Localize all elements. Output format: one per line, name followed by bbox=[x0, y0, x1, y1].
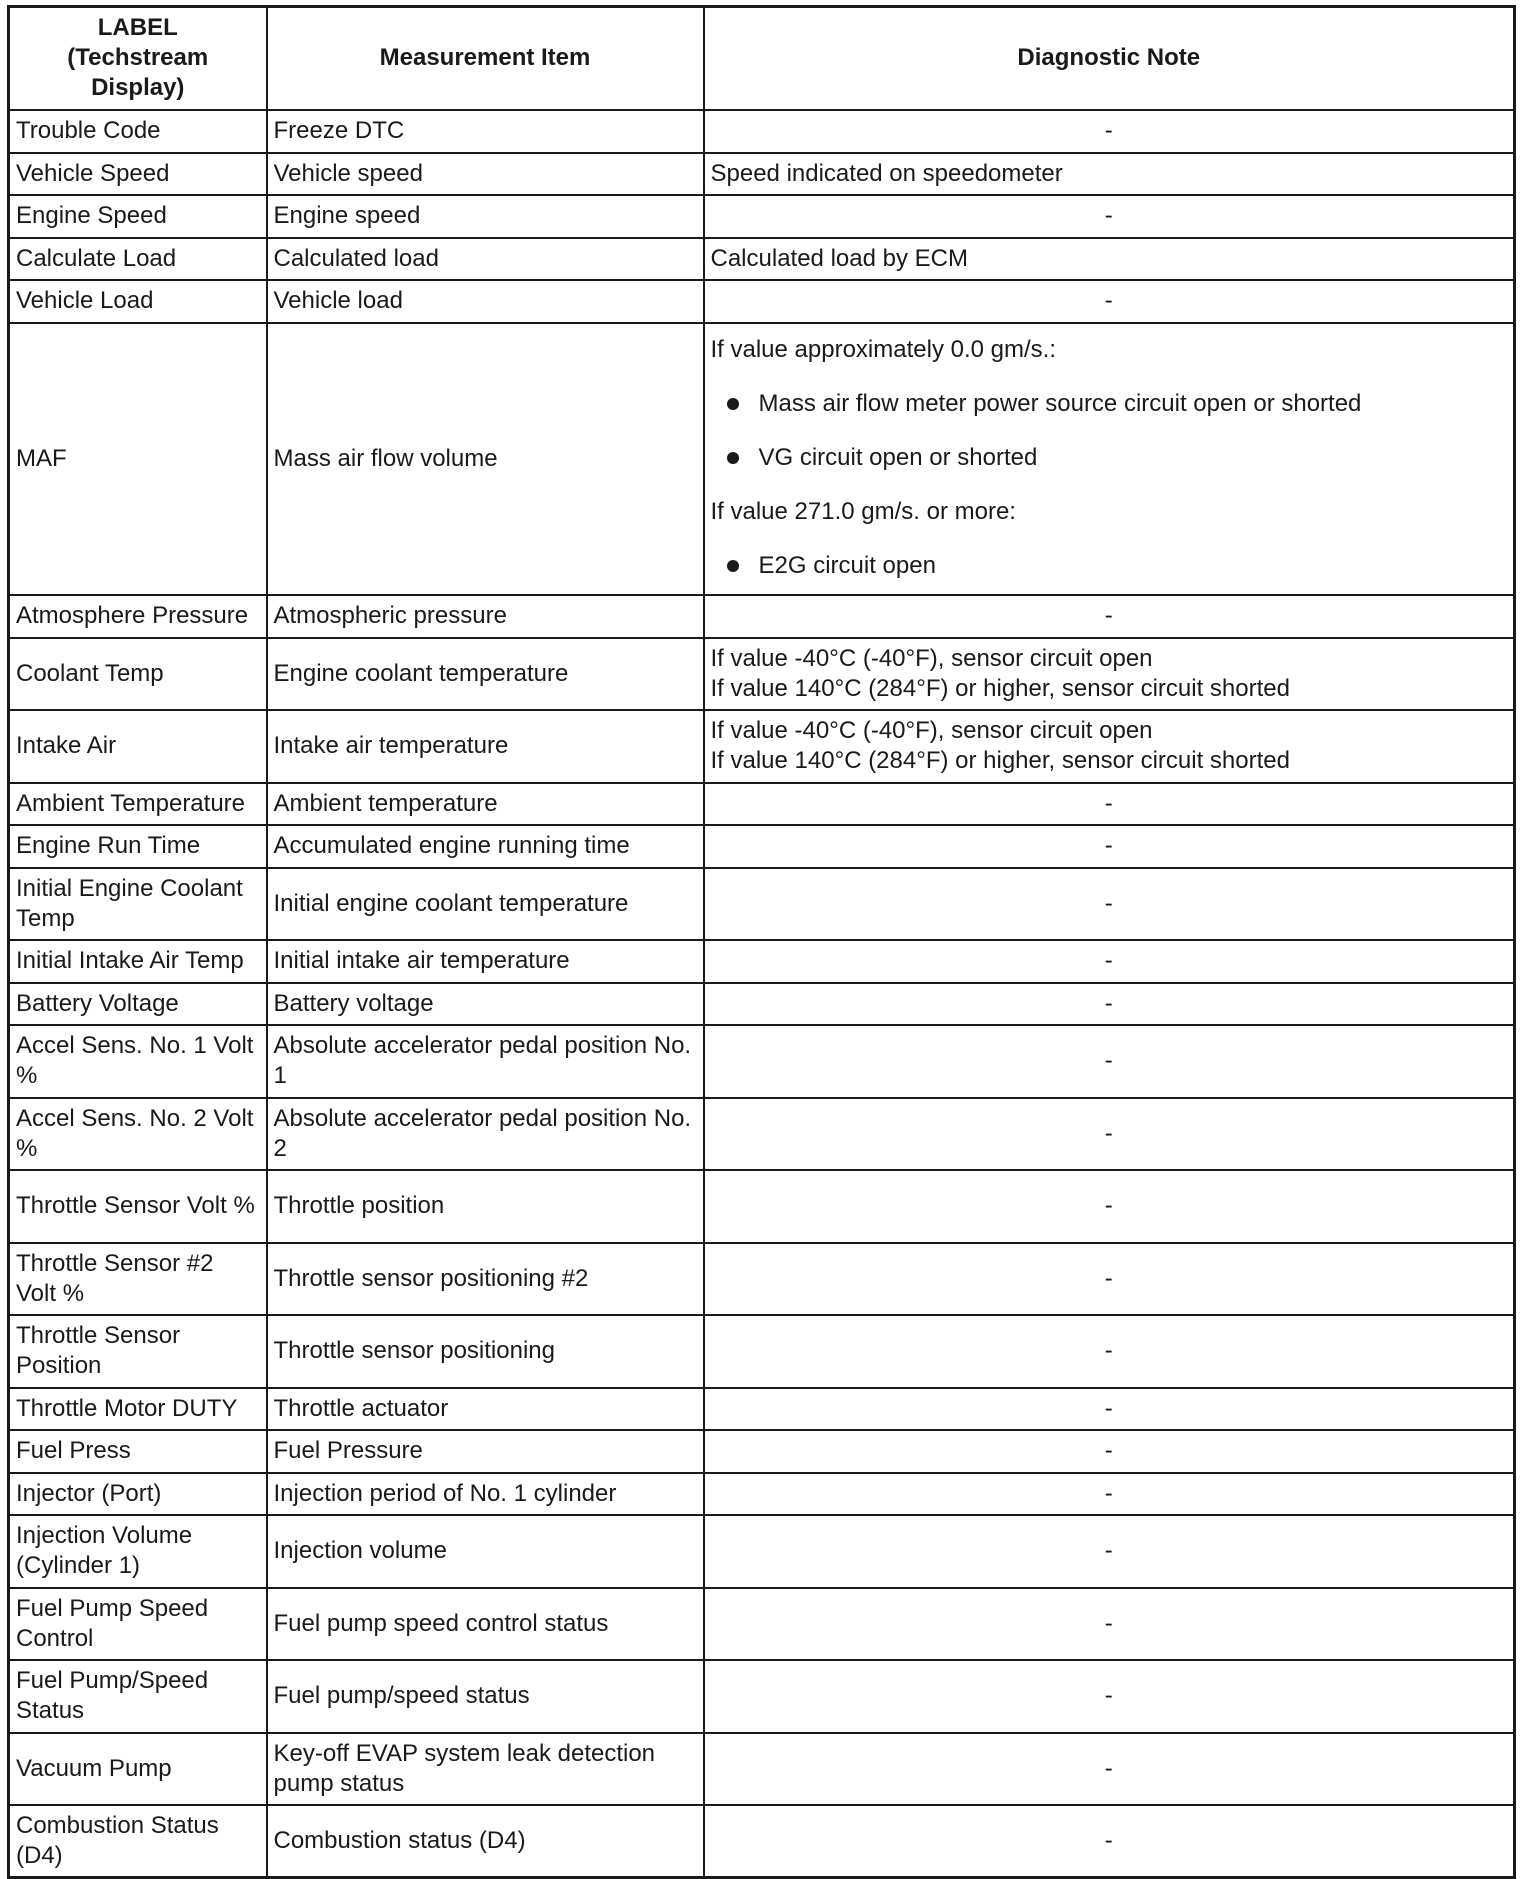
table-row bbox=[9, 868, 1515, 940]
cell-diagnostic-note: If value -40°C (-40°F), sensor circuit open If value 140°C (284°F) or higher, sensor circuit shorted bbox=[704, 638, 1515, 710]
cell-label: Fuel Press bbox=[9, 1430, 267, 1473]
cell-diagnostic-note: - bbox=[704, 1473, 1515, 1515]
cell-measurement-item: Battery voltage bbox=[267, 983, 704, 1025]
cell-measurement-item: Throttle position bbox=[267, 1170, 704, 1243]
cell-diagnostic-note: - bbox=[704, 1098, 1515, 1170]
cell-diagnostic-note: - bbox=[704, 825, 1515, 868]
cell-diagnostic-note: - bbox=[704, 1025, 1515, 1098]
cell-diagnostic-note: - bbox=[704, 1430, 1515, 1473]
cell-label: Vehicle Load bbox=[9, 280, 267, 323]
header-measurement-item: Measurement Item bbox=[267, 7, 704, 110]
maf-note-bullet bbox=[727, 551, 1508, 581]
table-row bbox=[9, 1805, 1515, 1878]
table-row bbox=[9, 825, 1515, 868]
table-row bbox=[9, 1315, 1515, 1388]
table-row bbox=[9, 1098, 1515, 1170]
table-row bbox=[9, 1243, 1515, 1315]
cell-measurement-item: Mass air flow volume bbox=[267, 323, 704, 595]
cell-diagnostic-note: - bbox=[704, 195, 1515, 238]
cell-diagnostic-note: - bbox=[704, 1243, 1515, 1315]
cell-label: Engine Run Time bbox=[9, 825, 267, 868]
table-row bbox=[9, 595, 1515, 638]
maf-note-bullet-text: VG circuit open or shorted bbox=[758, 443, 1038, 471]
cell-diagnostic-note: - bbox=[704, 1660, 1515, 1733]
table-row bbox=[9, 940, 1515, 983]
table-row bbox=[9, 783, 1515, 825]
header-label: LABEL (Techstream Display) bbox=[9, 7, 267, 110]
maf-note-bullet-text: E2G circuit open bbox=[758, 551, 936, 579]
table-row bbox=[9, 1025, 1515, 1098]
cell-label: Ambient Temperature bbox=[9, 783, 267, 825]
cell-measurement-item: Fuel Pressure bbox=[267, 1430, 704, 1473]
cell-diagnostic-note: - bbox=[704, 110, 1515, 153]
cell-measurement-item: Fuel pump speed control status bbox=[267, 1588, 704, 1660]
cell-measurement-item: Freeze DTC bbox=[267, 110, 704, 153]
cell-label: Throttle Sensor Volt % bbox=[9, 1170, 267, 1243]
cell-diagnostic-note: - bbox=[704, 1805, 1515, 1878]
table-row bbox=[9, 983, 1515, 1025]
cell-label: Coolant Temp bbox=[9, 638, 267, 710]
cell-diagnostic-note: - bbox=[704, 983, 1515, 1025]
bullet-dot-icon bbox=[727, 560, 739, 572]
cell-diagnostic-note: - bbox=[704, 783, 1515, 825]
cell-diagnostic-note: - bbox=[704, 1315, 1515, 1388]
cell-label: Vehicle Speed bbox=[9, 153, 267, 195]
cell-diagnostic-note: - bbox=[704, 868, 1515, 940]
cell-diagnostic-note: If value -40°C (-40°F), sensor circuit open If value 140°C (284°F) or higher, sensor circuit shorted bbox=[704, 710, 1515, 783]
cell-measurement-item: Throttle sensor positioning bbox=[267, 1315, 704, 1388]
cell-label: Fuel Pump Speed Control bbox=[9, 1588, 267, 1660]
cell-label: Accel Sens. No. 2 Volt % bbox=[9, 1098, 267, 1170]
table-row bbox=[9, 1170, 1515, 1243]
data-list-table bbox=[7, 5, 1516, 1879]
table-header-row bbox=[9, 7, 1515, 110]
cell-measurement-item: Throttle sensor positioning #2 bbox=[267, 1243, 704, 1315]
table-row bbox=[9, 238, 1515, 280]
table-row bbox=[9, 1388, 1515, 1430]
maf-note-bullet bbox=[727, 443, 1508, 473]
cell-label: Vacuum Pump bbox=[9, 1733, 267, 1805]
cell-label: Calculate Load bbox=[9, 238, 267, 280]
table-row bbox=[9, 153, 1515, 195]
cell-label: Initial Intake Air Temp bbox=[9, 940, 267, 983]
cell-diagnostic-note bbox=[704, 323, 1515, 595]
cell-diagnostic-note: - bbox=[704, 595, 1515, 638]
cell-label: Combustion Status (D4) bbox=[9, 1805, 267, 1878]
cell-measurement-item: Vehicle load bbox=[267, 280, 704, 323]
table-row bbox=[9, 1473, 1515, 1515]
cell-label: Throttle Sensor #2 Volt % bbox=[9, 1243, 267, 1315]
table-row bbox=[9, 110, 1515, 153]
cell-diagnostic-note: - bbox=[704, 1588, 1515, 1660]
header-diagnostic-note: Diagnostic Note bbox=[704, 7, 1515, 110]
cell-measurement-item: Fuel pump/speed status bbox=[267, 1660, 704, 1733]
maf-note-block bbox=[711, 329, 1508, 589]
cell-label: MAF bbox=[9, 323, 267, 595]
cell-measurement-item: Combustion status (D4) bbox=[267, 1805, 704, 1878]
table-row bbox=[9, 1430, 1515, 1473]
cell-label: Initial Engine Coolant Temp bbox=[9, 868, 267, 940]
cell-measurement-item: Vehicle speed bbox=[267, 153, 704, 195]
cell-diagnostic-note: - bbox=[704, 1733, 1515, 1805]
data-list-sheet bbox=[7, 5, 1513, 1879]
cell-label: Trouble Code bbox=[9, 110, 267, 153]
cell-measurement-item: Key-off EVAP system leak detection pump status bbox=[267, 1733, 704, 1805]
cell-measurement-item: Injection volume bbox=[267, 1515, 704, 1588]
cell-label: Throttle Sensor Position bbox=[9, 1315, 267, 1388]
table-row bbox=[9, 195, 1515, 238]
cell-measurement-item: Calculated load bbox=[267, 238, 704, 280]
cell-label: Fuel Pump/Speed Status bbox=[9, 1660, 267, 1733]
cell-measurement-item: Absolute accelerator pedal position No. 2 bbox=[267, 1098, 704, 1170]
table-row bbox=[9, 1515, 1515, 1588]
cell-measurement-item: Injection period of No. 1 cylinder bbox=[267, 1473, 704, 1515]
cell-diagnostic-note: - bbox=[704, 1388, 1515, 1430]
cell-measurement-item: Initial engine coolant temperature bbox=[267, 868, 704, 940]
cell-diagnostic-note: - bbox=[704, 280, 1515, 323]
cell-measurement-item: Accumulated engine running time bbox=[267, 825, 704, 868]
cell-measurement-item: Throttle actuator bbox=[267, 1388, 704, 1430]
cell-measurement-item: Engine speed bbox=[267, 195, 704, 238]
maf-note-bullet bbox=[727, 389, 1508, 419]
table-row bbox=[9, 710, 1515, 783]
cell-diagnostic-note: Calculated load by ECM bbox=[704, 238, 1515, 280]
maf-note-bullet-text: Mass air flow meter power source circuit open or shorted bbox=[758, 389, 1362, 417]
bullet-dot-icon bbox=[727, 452, 739, 464]
cell-diagnostic-note: - bbox=[704, 1170, 1515, 1243]
table-row bbox=[9, 1588, 1515, 1660]
cell-label: Battery Voltage bbox=[9, 983, 267, 1025]
cell-measurement-item: Engine coolant temperature bbox=[267, 638, 704, 710]
cell-label: Injector (Port) bbox=[9, 1473, 267, 1515]
table-row bbox=[9, 1660, 1515, 1733]
table-row bbox=[9, 323, 1515, 595]
cell-label: Intake Air bbox=[9, 710, 267, 783]
cell-diagnostic-note: - bbox=[704, 1515, 1515, 1588]
cell-label: Engine Speed bbox=[9, 195, 267, 238]
cell-measurement-item: Atmospheric pressure bbox=[267, 595, 704, 638]
cell-label: Accel Sens. No. 1 Volt % bbox=[9, 1025, 267, 1098]
cell-measurement-item: Ambient temperature bbox=[267, 783, 704, 825]
table-body bbox=[9, 110, 1515, 1878]
maf-note-low-intro: If value approximately 0.0 gm/s.: bbox=[710, 335, 1056, 363]
table-row bbox=[9, 638, 1515, 710]
cell-label: Injection Volume (Cylinder 1) bbox=[9, 1515, 267, 1588]
cell-measurement-item: Initial intake air temperature bbox=[267, 940, 704, 983]
cell-label: Throttle Motor DUTY bbox=[9, 1388, 267, 1430]
cell-measurement-item: Absolute accelerator pedal position No. 1 bbox=[267, 1025, 704, 1098]
bullet-dot-icon bbox=[727, 398, 739, 410]
cell-diagnostic-note: - bbox=[704, 940, 1515, 983]
cell-label: Atmosphere Pressure bbox=[9, 595, 267, 638]
table-row bbox=[9, 280, 1515, 323]
table-row bbox=[9, 1733, 1515, 1805]
cell-measurement-item: Intake air temperature bbox=[267, 710, 704, 783]
maf-note-high-intro: If value 271.0 gm/s. or more: bbox=[710, 497, 1016, 525]
cell-diagnostic-note: Speed indicated on speedometer bbox=[704, 153, 1515, 195]
